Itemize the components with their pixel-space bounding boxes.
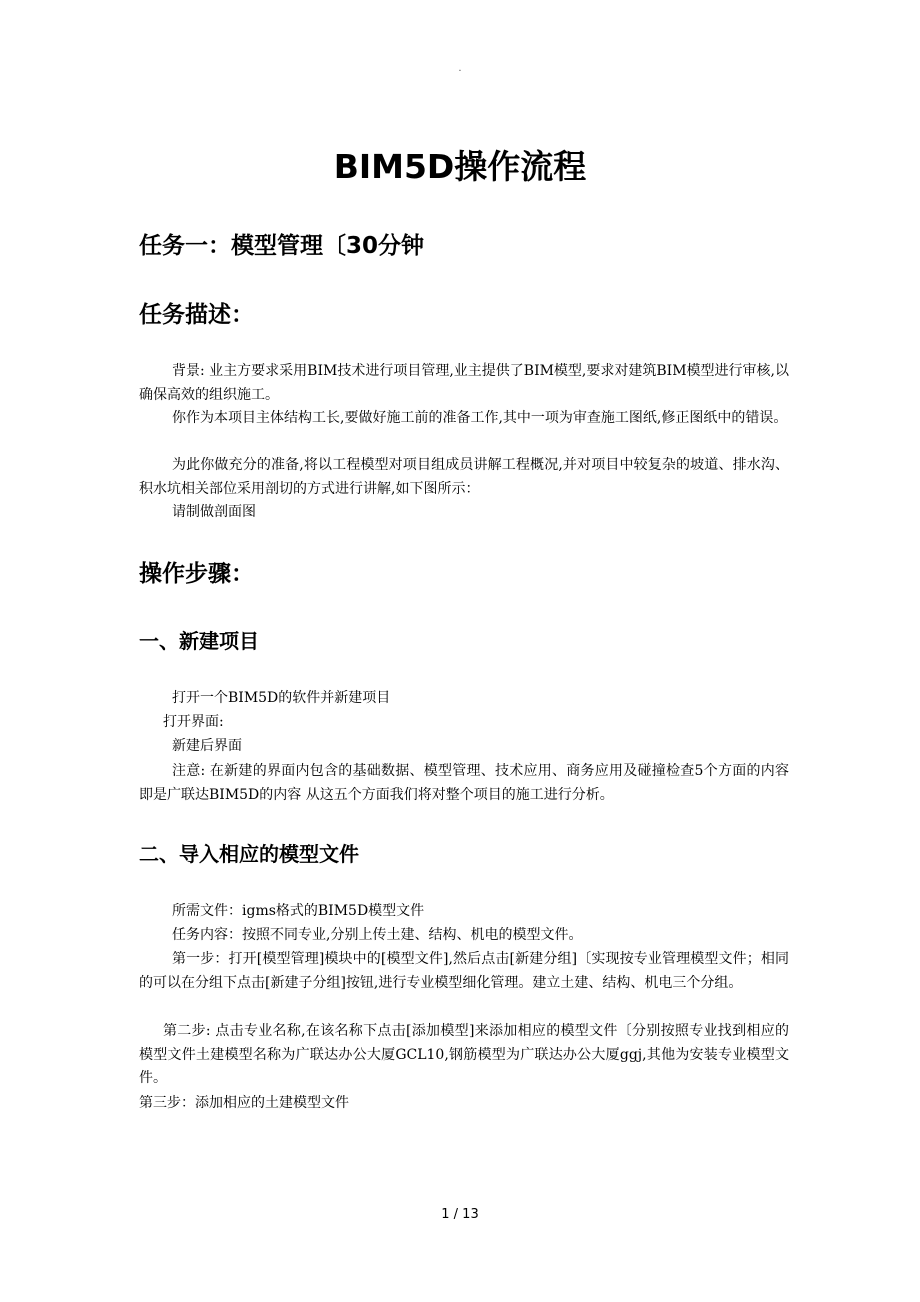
section1-paragraph-open: 打开一个BIM5D的软件并新建项目 [172,690,391,706]
section2-paragraph-step1: 第一步：打开[模型管理]模块中的[模型文件],然后点击[新建分组]〔实现按专业管理模型文件；相同的可以在分组下点击[新建子分组]按钮,进行专业模型细化管理。建立土建、结构、机电三个分组。 [139,951,789,991]
section2-paragraph-content: 任务内容：按照不同专业,分别上传土建、结构、机电的模型文件。 [172,927,583,943]
header-dot: . [458,63,462,74]
section2-heading: 二、导入相应的模型文件 [139,842,359,866]
section2-paragraph-step3: 第三步：添加相应的土建模型文件 [139,1095,349,1111]
section2-paragraph-files: 所需文件：igms格式的BIM5D模型文件 [172,903,425,919]
section2-paragraph-step2: 第二步: 点击专业名称,在该名称下点击[添加模型]来添加相应的模型文件〔分别按照专业找到相应的模型文件土建模型名称为广联达办公大厦GCL10,钢筋模型为广联达办公大厦ggj,其他为安装专业模型文件。 [139,1023,789,1086]
task1-heading: 任务一：模型管理〔30分钟 [139,233,425,259]
section1-paragraph-note: 注意: 在新建的界面内包含的基础数据、模型管理、技术应用、商务应用及碰撞检查5个方面的内容即是广联达BIM5D的内容 从这五个方面我们将对整个项目的施工进行分析。 [139,763,789,803]
document-title: BIM5D操作流程 [333,147,587,186]
steps-heading: 操作步骤： [139,561,254,587]
section1-paragraph-interface: 打开界面: [163,714,224,730]
description-heading: 任务描述： [139,302,254,328]
description-paragraph-preparation: 为此你做充分的准备,将以工程模型对项目组成员讲解工程概况,并对项目中较复杂的坡道、排水沟、积水坑相关部位采用剖切的方式进行讲解,如下图所示： [139,457,789,497]
section1-heading: 一、新建项目 [139,629,259,653]
description-paragraph-task: 请制做剖面图 [172,504,256,520]
page-number: 1 / 13 [441,1207,479,1222]
section1-paragraph-after-new: 新建后界面 [172,738,242,754]
description-paragraph-background: 背景: 业主方要求采用BIM技术进行项目管理,业主提供了BIM模型,要求对建筑BIM模型进行审核,以确保高效的组织施工。 [139,363,789,403]
description-paragraph-role: 你作为本项目主体结构工长,要做好施工前的准备工作,其中一项为审查施工图纸,修正图纸中的错误。 [172,410,788,426]
